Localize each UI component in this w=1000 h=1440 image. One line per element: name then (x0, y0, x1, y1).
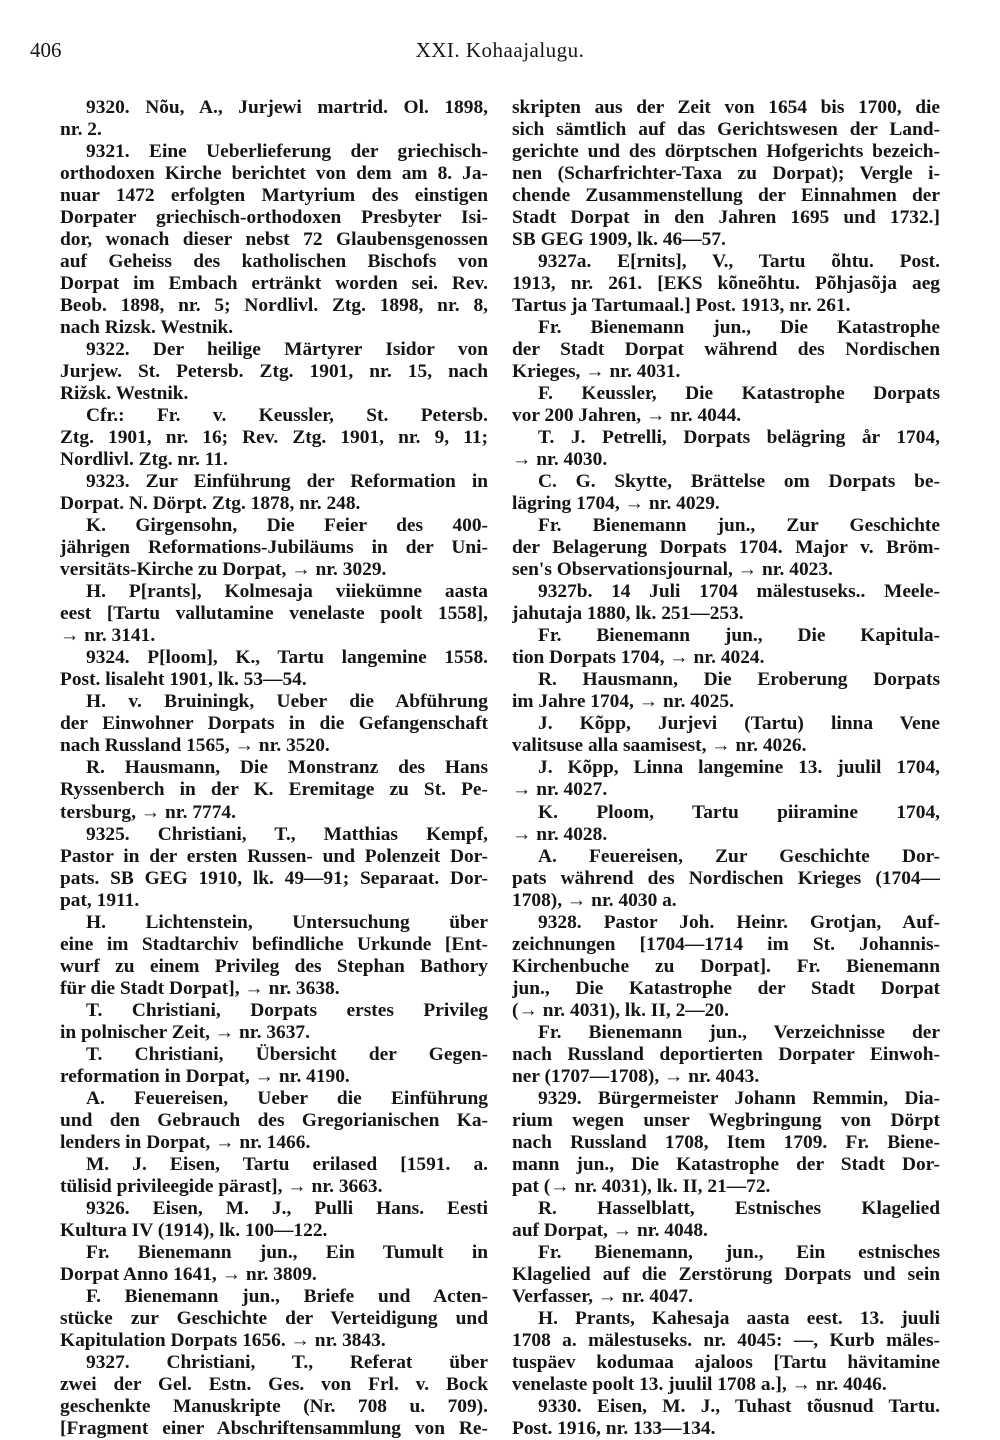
text-line: tülisid privileegide pärast], → nr. 3663. (60, 1175, 383, 1197)
text-line: lenders in Dorpat, → nr. 1466. (60, 1131, 311, 1153)
text-line: in polnischer Zeit, → nr. 3637. (60, 1021, 310, 1043)
text-line: [Fragment einer Abschriftensammlung von Re- (60, 1417, 488, 1439)
text-line: T. J. Petrelli, Dorpats belägring år 1704, (538, 427, 940, 449)
text-line: Verfasser, → nr. 4047. (512, 1285, 693, 1307)
text-line: wurf zu einem Privileg des Stephan Bathory (60, 955, 488, 977)
text-line: A. Feuereisen, Zur Geschichte Dor- (538, 845, 940, 867)
text-line: nach Rizsk. Westnik. (60, 317, 234, 339)
text-line: Fr. Bienemann, jun., Ein estnisches (538, 1241, 940, 1263)
text-line: 9325. Christiani, T., Matthias Kempf, (86, 823, 488, 845)
text-line: versitäts-Kirche zu Dorpat, → nr. 3029. (60, 559, 387, 581)
text-line: 9321. Eine Ueberlieferung der griechisch- (86, 141, 488, 163)
text-line: Dorpat Anno 1641, → nr. 3809. (60, 1263, 317, 1285)
text-line: Beob. 1898, nr. 5; Nordlivl. Ztg. 1898, nr. 8, (60, 295, 488, 317)
text-line: sen's Observationsjournal, → nr. 4023. (512, 559, 833, 581)
text-line: stücke zur Geschichte der Verteidigung und (60, 1307, 488, 1329)
text-line: Dorpat. N. Dörpt. Ztg. 1878, nr. 248. (60, 493, 361, 515)
text-line: 9324. P[loom], K., Tartu langemine 1558. (86, 647, 488, 669)
text-line: Nordlivl. Ztg. nr. 11. (60, 449, 228, 471)
text-line: jun., Die Katastrophe der Stadt Dorpat (512, 977, 940, 999)
text-line: nen (Scharfrichter-Taxa zu Dorpat); Vergle i- (512, 163, 940, 185)
text-line: nuar 1472 erfolgten Martyrium des einstigen (60, 185, 488, 207)
text-line: J. Kõpp, Linna langemine 13. juulil 1704, (538, 757, 940, 779)
text-line: → nr. 4027. (512, 779, 608, 801)
text-line: Kapitulation Dorpats 1656. → nr. 3843. (60, 1329, 386, 1351)
text-line: → nr. 4028. (512, 823, 608, 845)
text-line: der Belagerung Dorpats 1704. Major v. Bröm- (512, 537, 940, 559)
text-line: Post. lisaleht 1901, lk. 53—54. (60, 669, 307, 691)
text-line: und den Gebrauch des Gregorianischen Ka- (60, 1109, 488, 1131)
text-line: 1708 a. mälestuseks. nr. 4045: —, Kurb mäles- (512, 1329, 940, 1351)
text-line: 9326. Eisen, M. J., Pulli Hans. Eesti (86, 1197, 488, 1219)
text-line: zwei der Gel. Estn. Ges. von Frl. v. Bock (60, 1373, 488, 1395)
running-head: XXI. Kohaajalugu. (415, 38, 585, 62)
text-line: vor 200 Jahren, → nr. 4044. (512, 405, 742, 427)
text-line: Kultura IV (1914), lk. 100—122. (60, 1219, 328, 1241)
text-line: Kirchenbuche zu Dorpat]. Fr. Bienemann (512, 955, 940, 977)
text-line: J. Kõpp, Jurjevi (Tartu) linna Vene (538, 713, 940, 735)
text-line: → nr. 4030. (512, 449, 608, 471)
text-line: SB GEG 1909, lk. 46—57. (512, 229, 726, 251)
text-line: 9323. Zur Einführung der Reformation in (86, 471, 488, 493)
text-line: H. P[rants], Kolmesaja viiekümne aasta (86, 581, 488, 603)
text-line: pats während des Nordischen Krieges (1704— (512, 867, 940, 889)
text-line: 9330. Eisen, M. J., Tuhast tõusnud Tartu. (538, 1395, 940, 1417)
text-line: für die Stadt Dorpat], → nr. 3638. (60, 977, 340, 999)
text-line: 9320. Nõu, A., Jurjewi martrid. Ol. 1898, (86, 97, 488, 118)
text-line: tion Dorpats 1704, → nr. 4024. (512, 647, 765, 669)
text-line: nach Russland 1708, Item 1709. Fr. Biene- (512, 1131, 940, 1153)
text-line: Ryssenberch in der K. Eremitage zu St. Pe- (60, 779, 488, 801)
text-line: Post. 1916, nr. 133—134. (512, 1417, 716, 1439)
text-line: jährigen Reformations-Jubiläums in der Uni- (60, 537, 488, 559)
text-line: 9327. Christiani, T., Referat über (86, 1351, 488, 1373)
text-line: Fr. Bienemann jun., Zur Geschichte (538, 515, 940, 537)
text-line: im Jahre 1704, → nr. 4025. (512, 691, 734, 713)
text-line: Cfr.: Fr. v. Keussler, St. Petersb. (86, 405, 488, 427)
text-line: reformation in Dorpat, → nr. 4190. (60, 1065, 350, 1087)
text-line: H. Lichtenstein, Untersuchung über (86, 911, 488, 933)
text-line: skripten aus der Zeit von 1654 bis 1700, die (512, 97, 940, 118)
text-line: T. Christiani, Übersicht der Gegen- (86, 1043, 488, 1065)
text-line: Rižsk. Westnik. (60, 383, 189, 405)
text-line: eine im Stadtarchiv befindliche Urkunde [Ent- (60, 933, 488, 955)
text-line: Dorpater griechisch-orthodoxen Presbyter Isi- (60, 207, 488, 229)
text-line: H. Prants, Kahesaja aasta eest. 13. juuli (538, 1307, 940, 1329)
text-line: Klagelied auf die Zerstörung Dorpats und sein (512, 1263, 940, 1285)
text-line: 1708), → nr. 4030 a. (512, 889, 677, 911)
text-line: 9327b. 14 Juli 1704 mälestuseks.. Meele- (538, 581, 940, 603)
text-line: → nr. 3141. (60, 625, 156, 647)
text-line: Stadt Dorpat in den Jahren 1695 und 1732.] (512, 207, 940, 229)
text-line: F. Bienemann jun., Briefe und Acten- (86, 1285, 488, 1307)
text-line: der Stadt Dorpat während des Nordischen (512, 339, 940, 361)
text-line: F. Keussler, Die Katastrophe Dorpats (538, 383, 940, 405)
text-line: chende Zusammenstellung der Einnahmen der (512, 185, 940, 207)
text-line: Dorpat im Embach ertränkt worden sei. Rev. (60, 273, 488, 295)
text-line: eest [Tartu vallutamine venelaste poolt 1558], (60, 603, 488, 625)
text-line: geschenkte Manuskripte (Nr. 708 u. 709). (60, 1395, 488, 1417)
page-number: 406 (30, 38, 62, 62)
text-line: M. J. Eisen, Tartu erilased [1591. a. (86, 1153, 488, 1175)
text-line: R. Hasselblatt, Estnisches Klagelied (538, 1197, 940, 1219)
text-line: jahutaja 1880, lk. 251—253. (512, 603, 744, 625)
text-line: 9328. Pastor Joh. Heinr. Grotjan, Auf- (538, 911, 940, 933)
text-line: H. v. Bruiningk, Ueber die Abführung (86, 691, 488, 713)
text-line: A. Feuereisen, Ueber die Einführung (86, 1087, 488, 1109)
text-line: pat (→ nr. 4031), lk. II, 21—72. (512, 1175, 771, 1197)
text-line: R. Hausmann, Die Monstranz des Hans (86, 757, 488, 779)
text-line: valitsuse alla saamisest, → nr. 4026. (512, 735, 807, 757)
text-line: Ztg. 1901, nr. 16; Rev. Ztg. 1901, nr. 9, 11; (60, 427, 488, 449)
text-line: auf Geheiss des katholischen Bischofs von (60, 251, 488, 273)
text-line: K. Ploom, Tartu piiramine 1704, (538, 801, 940, 823)
text-line: pats. SB GEG 1910, lk. 49—91; Separaat. Dor- (60, 867, 488, 889)
text-line: rium wegen unser Wegbringung von Dörpt (512, 1109, 940, 1131)
text-line: sich sämtlich auf das Gerichtswesen der Land- (512, 119, 940, 141)
text-line: 1913, nr. 261. [EKS kõneõhtu. Põhjasõja aeg (512, 273, 940, 295)
text-line: gerichte und des dörptschen Hofgerichts bezeich- (512, 141, 940, 163)
text-line: zeichnungen [1704—1714 im St. Johannis- (512, 933, 940, 955)
text-line: ner (1707—1708), → nr. 4043. (512, 1065, 760, 1087)
text-line: der Einwohner Dorpats in die Gefangenschaft (60, 713, 488, 735)
text-line: 9327a. E[rnits], V., Tartu õhtu. Post. (538, 251, 940, 273)
right-column (512, 97, 940, 1440)
text-line: Tartus ja Tartumaal.] Post. 1913, nr. 261. (512, 295, 851, 317)
text-line: mann jun., Die Katastrophe der Stadt Dor- (512, 1153, 940, 1175)
text-line: nach Russland 1565, → nr. 3520. (60, 735, 330, 757)
text-line: lägring 1704, → nr. 4029. (512, 493, 720, 515)
text-line: orthodoxen Kirche berichtet von dem am 8. Ja- (60, 163, 488, 185)
text-line: pat, 1911. (60, 889, 140, 911)
text-line: C. G. Skytte, Brättelse om Dorpats be- (538, 471, 940, 493)
text-line: dor, wonach dieser nebst 72 Glaubensgenossen (60, 229, 488, 251)
text-line: auf Dorpat, → nr. 4048. (512, 1219, 708, 1241)
text-line: tuspäev kodumaa ajaloos [Tartu hävitamine (512, 1351, 940, 1373)
text-line: R. Hausmann, Die Eroberung Dorpats (538, 669, 940, 691)
text-line: 9329. Bürgermeister Johann Remmin, Dia- (538, 1087, 940, 1109)
text-line: tersburg, → nr. 7774. (60, 801, 236, 823)
text-line: Krieges, → nr. 4031. (512, 361, 681, 383)
text-line: 9322. Der heilige Märtyrer Isidor von (86, 339, 488, 361)
text-line: (→ nr. 4031), lk. II, 2—20. (512, 999, 729, 1021)
left-column (60, 97, 488, 1440)
text-line: K. Girgensohn, Die Feier des 400- (86, 515, 488, 537)
text-line: Pastor in der ersten Russen- und Polenzeit Dor- (60, 845, 488, 867)
text-line: Jurjew. St. Petersb. Ztg. 1901, nr. 15, nach (60, 361, 488, 383)
text-line: Fr. Bienemann jun., Ein Tumult in (86, 1241, 488, 1263)
text-line: venelaste poolt 13. juulil 1708 a.], → nr. 4046. (512, 1373, 887, 1395)
text-line: T. Christiani, Dorpats erstes Privileg (86, 999, 488, 1021)
text-line: Fr. Bienemann jun., Die Katastrophe (538, 317, 940, 339)
text-line: nach Russland deportierten Dorpater Einwoh- (512, 1043, 940, 1065)
text-line: Fr. Bienemann jun., Die Kapitula- (538, 625, 940, 647)
text-line: nr. 2. (60, 119, 102, 141)
text-line: Fr. Bienemann jun., Verzeichnisse der (538, 1021, 940, 1043)
